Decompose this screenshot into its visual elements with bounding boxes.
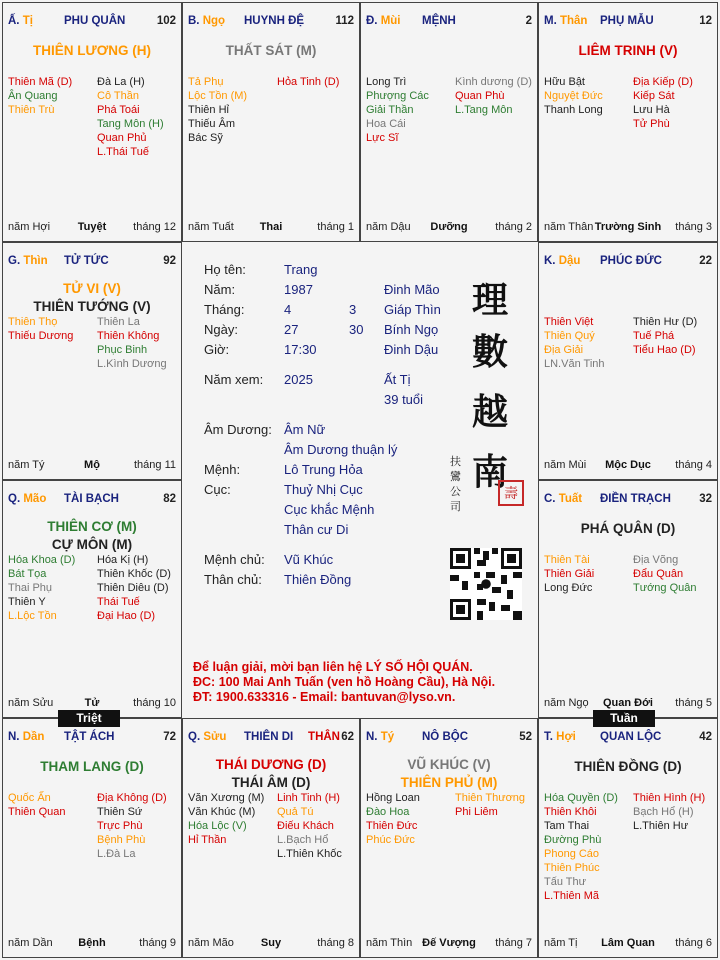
palace-age-number: 82 xyxy=(163,493,176,505)
minor-stars-right xyxy=(97,553,181,623)
palace-header xyxy=(8,731,176,745)
palace-header xyxy=(188,15,354,29)
main-star: THIÊN LƯƠNG (H) xyxy=(33,43,151,58)
main-star: THIÊN CƠ (M) xyxy=(47,519,137,534)
palace-stage: Thai xyxy=(259,221,283,233)
minor-stars-left xyxy=(544,315,630,371)
minor-star: Bác Sỹ xyxy=(188,132,223,144)
than-chu-label: Thân chủ: xyxy=(204,572,262,587)
minor-star: Đường Phù xyxy=(544,834,602,846)
palace-cell[interactable] xyxy=(2,480,182,718)
minor-star: Bệnh Phù xyxy=(97,834,146,846)
am-duong-label: Âm Dương: xyxy=(204,422,272,437)
than-chu-value: Thiên Đồng xyxy=(284,572,352,587)
minor-star: LN.Văn Tinh xyxy=(544,358,605,370)
palace-stage: Tử xyxy=(84,697,100,709)
palace-footer xyxy=(8,697,176,711)
palace-branch: N. Dần xyxy=(8,731,45,743)
ho-ten-label: Họ tên: xyxy=(204,262,246,277)
palace-month: tháng 5 xyxy=(675,697,712,709)
minor-star: Phục Binh xyxy=(97,344,148,356)
minor-star: Thiên La xyxy=(97,316,140,328)
minor-stars-left xyxy=(8,315,94,343)
minor-stars-right xyxy=(633,75,717,131)
palace-year: năm Mão xyxy=(188,937,234,949)
minor-star: Tấu Thư xyxy=(544,876,587,888)
palace-footer xyxy=(366,937,532,951)
palace-name: THIÊN DI xyxy=(244,731,294,743)
minor-star: Hỏa Tinh (D) xyxy=(277,76,340,88)
main-star: THÁI ÂM (D) xyxy=(231,775,311,790)
minor-star: Thiên Thọ xyxy=(8,316,58,328)
minor-star: L.Kình Dương xyxy=(97,358,167,370)
palace-header xyxy=(544,731,712,745)
palace-footer xyxy=(188,221,354,235)
minor-star: Lực Sĩ xyxy=(366,132,399,144)
palace-year: năm Thân xyxy=(544,221,594,233)
main-star: THAM LANG (D) xyxy=(40,759,144,774)
palace-footer xyxy=(366,221,532,235)
main-star: CỰ MÔN (M) xyxy=(51,537,133,552)
minor-stars-right xyxy=(97,315,181,371)
minor-star: Điếu Khách xyxy=(277,820,334,832)
palace-age-number: 52 xyxy=(519,731,532,743)
minor-star: Tang Môn (H) xyxy=(97,118,164,130)
palace-month: tháng 2 xyxy=(495,221,532,233)
minor-star: L.Tang Môn xyxy=(455,104,513,116)
minor-star: Phá Toái xyxy=(97,104,140,116)
minor-star: Quan Phủ xyxy=(97,132,147,144)
than-cu: Thân cư Di xyxy=(284,522,349,537)
palace-header xyxy=(544,15,712,29)
minor-star: Kiếp Sát xyxy=(633,90,675,102)
minor-stars-left xyxy=(544,791,630,903)
minor-stars-right xyxy=(633,315,717,357)
palace-header xyxy=(366,15,532,29)
minor-star: Quốc Ấn xyxy=(8,792,51,804)
palace-year: năm Dậu xyxy=(366,221,411,233)
palace-branch: Q. Mão xyxy=(8,493,47,505)
minor-star: Đà La (H) xyxy=(97,76,145,88)
minor-star: Đào Hoa xyxy=(366,806,410,818)
palace-cell[interactable] xyxy=(538,480,718,718)
palace-stage: Mộc Dục xyxy=(605,459,651,471)
minor-stars-left xyxy=(544,553,630,595)
minor-star: Đẩu Quân xyxy=(633,568,684,580)
minor-star: Hóa Kị (H) xyxy=(97,554,149,566)
minor-star: Tướng Quân xyxy=(633,582,697,594)
minor-star: Giải Thần xyxy=(366,104,414,116)
minor-star: Thiên Không xyxy=(97,330,160,342)
minor-star: Thiên Hư (D) xyxy=(633,316,698,328)
palace-header xyxy=(366,731,532,745)
minor-star: Nguyệt Đức xyxy=(544,90,603,102)
palace-branch: B. Ngọ xyxy=(188,15,226,27)
palace-header xyxy=(8,255,176,269)
palace-age-number: 12 xyxy=(699,15,712,27)
minor-star: Phúc Đức xyxy=(366,834,415,846)
palace-stage: Mộ xyxy=(84,459,100,471)
minor-star: Thiên Phúc xyxy=(544,862,600,874)
cuc-label: Cục: xyxy=(204,482,231,497)
palace-stage: Trường Sinh xyxy=(594,221,662,233)
palace-age-number: 22 xyxy=(699,255,712,267)
palace-footer xyxy=(8,459,176,473)
minor-star: Bát Tọa xyxy=(8,568,47,580)
minor-star: Thiên Y xyxy=(8,596,46,608)
palace-footer xyxy=(544,937,712,951)
thang-am-value: 3 xyxy=(349,302,357,317)
palace-name: NÔ BỘC xyxy=(422,731,468,743)
palace-month: tháng 11 xyxy=(133,459,176,471)
palace-header xyxy=(8,493,176,507)
palace-header xyxy=(188,731,354,745)
palace-footer xyxy=(8,221,176,235)
nam-xem-value: 2025 xyxy=(284,372,313,387)
palace-stage: Suy xyxy=(260,937,282,949)
palace-branch: T. Hợi xyxy=(544,731,576,743)
main-star: THẤT SÁT (M) xyxy=(225,43,317,58)
minor-star: Thiên Khôi xyxy=(544,806,597,818)
minor-star: Long Trì xyxy=(366,76,407,88)
main-star: THÁI DƯƠNG (D) xyxy=(215,757,327,772)
ngay-can-chi: Bính Ngọ xyxy=(384,322,439,337)
palace-age-number: 42 xyxy=(699,731,712,743)
main-star: TỬ VI (V) xyxy=(63,281,121,296)
minor-star: Thai Phụ xyxy=(8,582,53,594)
minor-star: Thiên Quan xyxy=(8,806,66,818)
nam-can-chi: Đinh Mão xyxy=(384,282,440,297)
minor-star: L.Thiên Khốc xyxy=(277,848,342,860)
minor-star: L.Lộc Tồn xyxy=(8,610,57,622)
minor-star: Thiên Quý xyxy=(544,330,595,342)
palace-age-number: 62 xyxy=(341,731,354,743)
palace-name: HUYNH ĐỆ xyxy=(244,15,305,27)
menh-chu-value: Vũ Khúc xyxy=(284,552,334,567)
minor-star: Tam Thai xyxy=(544,820,590,832)
palace-month: tháng 6 xyxy=(675,937,712,949)
calligraphy-side-text: 扶鸞公司 xyxy=(450,455,461,513)
minor-star: Địa Không (D) xyxy=(97,792,167,804)
palace-branch: M. Thân xyxy=(544,15,588,27)
minor-star: Tử Phù xyxy=(633,118,670,130)
minor-star: Thiên Hình (H) xyxy=(633,792,706,804)
minor-star: Ân Quang xyxy=(8,90,58,102)
minor-star: Lộc Tồn (M) xyxy=(188,90,248,102)
palace-age-number: 2 xyxy=(525,15,532,27)
palace-footer xyxy=(8,937,176,951)
minor-stars-right xyxy=(455,791,539,819)
palace-cell[interactable] xyxy=(2,2,182,242)
palace-name: PHỤ MẪU xyxy=(600,15,654,27)
palace-month: tháng 7 xyxy=(495,937,532,949)
minor-star: Thiên Mã (D) xyxy=(8,76,73,88)
main-star: THIÊN ĐỒNG (D) xyxy=(574,759,682,774)
palace-sub-label: THÂN xyxy=(308,731,340,743)
gio-can-chi: Đinh Dậu xyxy=(384,342,439,357)
palace-footer xyxy=(544,697,712,711)
minor-star: Địa Giải xyxy=(544,344,584,356)
thang-value: 4 xyxy=(284,302,292,317)
seal-stamp-icon: 壽 xyxy=(498,480,524,506)
minor-stars-left xyxy=(544,75,630,117)
center-info-panel xyxy=(182,242,538,718)
palace-cell[interactable] xyxy=(182,718,360,958)
palace-footer xyxy=(188,937,354,951)
palace-stage: Dưỡng xyxy=(430,221,468,233)
minor-stars-right xyxy=(97,791,181,861)
palace-year: năm Dần xyxy=(8,937,53,949)
palace-name: TẬT ÁCH xyxy=(64,731,115,743)
palace-year: năm Sửu xyxy=(8,697,54,709)
cuc-khac: Cục khắc Mệnh xyxy=(284,502,375,517)
calligraphy-char-3: 越 xyxy=(472,391,509,433)
minor-star: Long Đức xyxy=(544,582,593,594)
am-duong-ly: Âm Dương thuận lý xyxy=(284,442,398,457)
palace-branch: K. Dậu xyxy=(544,255,581,267)
minor-star: Quan Phù xyxy=(455,90,505,102)
minor-star: Thiên Sứ xyxy=(97,806,143,818)
calligraphy-char-4: 南 xyxy=(472,451,509,493)
minor-star: Địa Kiếp (D) xyxy=(633,76,693,88)
palace-stage: Tuyệt xyxy=(77,221,107,233)
palace-month: tháng 8 xyxy=(317,937,354,949)
menh-chu-label: Mệnh chủ: xyxy=(204,552,265,567)
minor-stars-left xyxy=(188,791,274,847)
palace-year: năm Thìn xyxy=(366,937,413,949)
minor-star: Linh Tinh (H) xyxy=(277,792,340,804)
minor-star: Thiên Khốc (D) xyxy=(97,568,171,580)
menh-label: Mệnh: xyxy=(204,462,241,477)
minor-star: L.Thiên Mã xyxy=(544,890,600,902)
palace-cell[interactable] xyxy=(360,2,538,242)
palace-year: năm Hợi xyxy=(8,221,51,233)
main-star: VŨ KHÚC (V) xyxy=(407,757,491,772)
minor-star: L.Thiên Hư xyxy=(633,820,689,832)
minor-star: Thái Tuế xyxy=(97,596,140,608)
palace-name: TỬ TỨC xyxy=(64,255,109,267)
minor-star: Tuế Phá xyxy=(633,330,675,342)
main-star: PHÁ QUÂN (D) xyxy=(580,521,676,536)
minor-star: L.Bạch Hổ xyxy=(277,834,329,846)
minor-star: Thiếu Dương xyxy=(8,330,74,342)
minor-stars-left xyxy=(8,791,94,819)
palace-name: MỆNH xyxy=(422,15,456,27)
calligraphy-char-1: 理 xyxy=(472,279,509,321)
minor-star: Thanh Long xyxy=(544,104,603,116)
minor-star: Kình dương (D) xyxy=(455,76,532,88)
palace-branch: G. Thìn xyxy=(8,255,48,267)
main-star: THIÊN TƯỚNG (V) xyxy=(33,299,151,314)
minor-star: Thiên Tài xyxy=(544,554,590,566)
palace-branch: Đ. Mùi xyxy=(366,15,401,27)
palace-month: tháng 9 xyxy=(139,937,176,949)
minor-star: Thiên Diêu (D) xyxy=(97,582,169,594)
minor-star: Hóa Khoa (D) xyxy=(8,554,76,566)
minor-star: Tiểu Hao (D) xyxy=(633,344,696,356)
minor-stars-left xyxy=(8,75,94,117)
palace-month: tháng 4 xyxy=(675,459,712,471)
minor-star: Văn Xương (M) xyxy=(188,792,265,804)
minor-star: L.Thái Tuế xyxy=(97,146,149,158)
palace-cell[interactable] xyxy=(538,242,718,480)
palace-month: tháng 10 xyxy=(133,697,176,709)
minor-star: Cô Thần xyxy=(97,90,139,102)
minor-stars-left xyxy=(366,75,452,145)
minor-star: L.Đà La xyxy=(97,848,136,860)
minor-star: Phi Liêm xyxy=(455,806,498,818)
minor-star: Thiên Trù xyxy=(8,104,55,116)
palace-stage: Bệnh xyxy=(78,937,106,949)
palace-age-number: 102 xyxy=(156,15,176,27)
palace-stage: Lâm Quan xyxy=(601,937,655,949)
minor-star: Thiên Thương xyxy=(455,792,526,804)
palace-branch: Ấ. Tị xyxy=(8,15,33,27)
palace-name: ĐIỀN TRẠCH xyxy=(600,493,671,505)
ngay-value: 27 xyxy=(284,322,299,337)
triet-tag: Triệt xyxy=(58,710,120,727)
gio-value: 17:30 xyxy=(284,342,317,357)
nam-xem-label: Năm xem: xyxy=(204,372,264,387)
qr-code-icon xyxy=(450,548,522,620)
minor-star: Thiên Đức xyxy=(366,820,418,832)
palace-age-number: 92 xyxy=(163,255,176,267)
palace-month: tháng 12 xyxy=(133,221,176,233)
palace-cell[interactable] xyxy=(182,2,360,242)
palace-year: năm Tý xyxy=(8,459,45,471)
am-duong-value: Âm Nữ xyxy=(284,422,326,437)
palace-name: PHU QUÂN xyxy=(64,15,126,27)
nam-xem-can-chi: Ất Tị xyxy=(384,372,411,387)
palace-year: năm Tuất xyxy=(188,221,234,233)
minor-star: Thiên Hỉ xyxy=(188,104,229,116)
palace-stage: Quan Đới xyxy=(603,697,653,709)
palace-cell[interactable] xyxy=(2,242,182,480)
minor-star: Trực Phù xyxy=(97,820,143,832)
palace-stage: Đế Vượng xyxy=(422,937,476,949)
minor-star: Hóa Lộc (V) xyxy=(188,820,247,832)
contact-line-3: ĐT: 1900.633316 - Email: bantuvan@lyso.vn. xyxy=(193,690,456,704)
minor-star: Thiên Việt xyxy=(544,316,594,328)
nam-label: Năm: xyxy=(204,282,236,297)
minor-star: Lưu Hà xyxy=(633,104,670,116)
minor-star: Hữu Bật xyxy=(544,76,585,88)
minor-star: Quả Tú xyxy=(277,806,314,818)
palace-cell[interactable] xyxy=(360,718,538,958)
thang-can-chi: Giáp Thìn xyxy=(384,302,441,317)
thang-label: Tháng: xyxy=(204,302,245,317)
nam-value: 1987 xyxy=(284,282,313,297)
palace-name: TÀI BẠCH xyxy=(64,493,119,505)
cuc-value: Thuỷ Nhị Cục xyxy=(284,482,363,497)
minor-stars-right xyxy=(97,75,181,159)
minor-star: Hóa Quyền (D) xyxy=(544,792,618,804)
ngay-label: Ngày: xyxy=(204,322,238,337)
minor-stars-right xyxy=(277,75,361,89)
palace-month: tháng 3 xyxy=(675,221,712,233)
palace-header xyxy=(8,15,176,29)
palace-age-number: 72 xyxy=(163,731,176,743)
main-star: LIÊM TRINH (V) xyxy=(578,43,678,58)
calligraphy-char-2: 數 xyxy=(472,331,509,373)
minor-star: Phượng Các xyxy=(366,90,429,102)
minor-star: Địa Võng xyxy=(633,554,679,566)
minor-star: Tả Phụ xyxy=(188,76,224,88)
minor-star: Phong Cáo xyxy=(544,848,600,860)
minor-star: Hồng Loan xyxy=(366,792,420,804)
minor-star: Đại Hao (D) xyxy=(97,610,156,622)
ho-ten-value: Trang xyxy=(284,262,318,277)
contact-line-2: ĐC: 100 Mai Anh Tuấn (ven hồ Hoàng Cầu), Hà Nội. xyxy=(193,675,496,689)
minor-stars-left xyxy=(366,791,452,847)
palace-year: năm Tị xyxy=(544,937,578,949)
palace-age-number: 32 xyxy=(699,493,712,505)
palace-branch: Q. Sửu xyxy=(188,731,227,743)
palace-branch: C. Tuất xyxy=(544,493,583,505)
palace-month: tháng 1 xyxy=(317,221,354,233)
contact-line-1: Để luận giải, mời bạn liên hệ LÝ SỐ HỘI QUÁN. xyxy=(193,660,473,674)
tuan-tag: Tuần xyxy=(593,710,655,727)
palace-name: PHÚC ĐỨC xyxy=(600,255,662,267)
minor-star: Hỉ Thần xyxy=(188,834,227,846)
palace-year: năm Ngọ xyxy=(544,697,589,709)
palace-name: QUAN LỘC xyxy=(600,731,662,743)
palace-cell[interactable] xyxy=(538,718,718,958)
palace-branch: N. Tý xyxy=(366,731,395,743)
palace-footer xyxy=(544,221,712,235)
minor-stars-left xyxy=(8,553,94,623)
minor-stars-right xyxy=(633,553,717,595)
palace-cell[interactable] xyxy=(2,718,182,958)
minor-star: Bạch Hổ (H) xyxy=(633,806,694,818)
minor-star: Thiếu Âm xyxy=(188,118,236,130)
ngay-am-value: 30 xyxy=(349,322,364,337)
minor-stars-right xyxy=(633,791,717,833)
minor-stars-left xyxy=(188,75,274,145)
minor-star: Thiên Giải xyxy=(544,568,595,580)
palace-year: năm Mùi xyxy=(544,459,587,471)
minor-stars-right xyxy=(277,791,361,861)
palace-age-number: 112 xyxy=(335,15,354,27)
minor-star: Văn Khúc (M) xyxy=(188,806,256,818)
palace-header xyxy=(544,493,712,507)
gio-label: Giờ: xyxy=(204,342,230,357)
minor-star: Hoa Cái xyxy=(366,118,406,130)
palace-header xyxy=(544,255,712,269)
palace-cell[interactable] xyxy=(538,2,718,242)
menh-value: Lô Trung Hỏa xyxy=(284,462,363,477)
main-star: THIÊN PHỦ (M) xyxy=(400,775,498,790)
minor-stars-right xyxy=(455,75,539,117)
tuoi-value: 39 tuổi xyxy=(384,392,424,407)
palace-footer xyxy=(544,459,712,473)
